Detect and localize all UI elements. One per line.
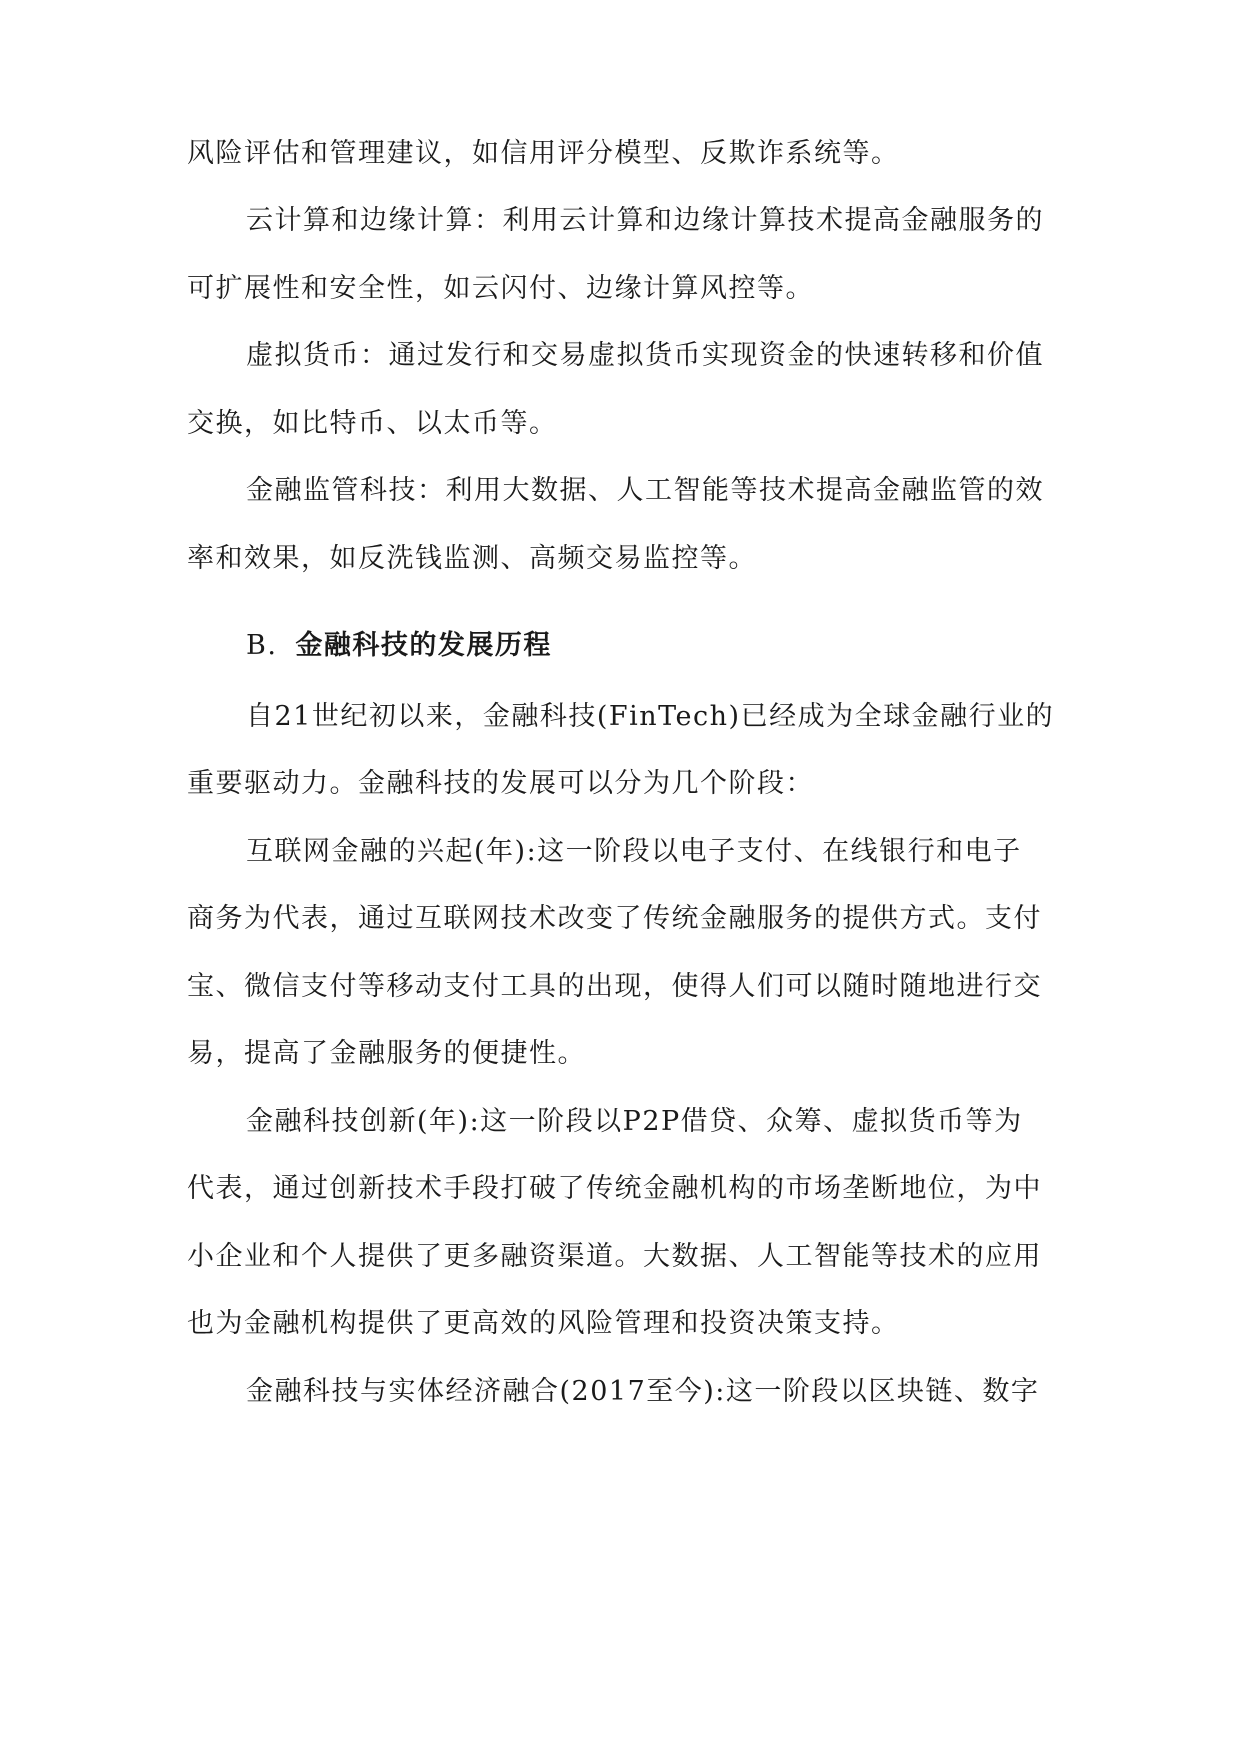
paragraph-line: 虚拟货币：通过发行和交易虚拟货币实现资金的快速转移和价值	[246, 340, 1044, 371]
section-heading	[0, 626, 1241, 666]
paragraph-line: 代表，通过创新技术手段打破了传统金融机构的市场垄断地位，为中	[187, 1173, 1042, 1204]
paragraph-line: 小企业和个人提供了更多融资渠道。大数据、人工智能等技术的应用	[187, 1241, 1042, 1272]
paragraph-line: 也为金融机构提供了更高效的风险管理和投资决策支持。	[187, 1308, 900, 1339]
paragraph-line: 云计算和边缘计算：利用云计算和边缘计算技术提高金融服务的	[246, 205, 1044, 236]
paragraph-line: 金融科技与实体经济融合(2017至今):这一阶段以区块链、数字	[246, 1376, 1040, 1407]
paragraph-line: 重要驱动力。金融科技的发展可以分为几个阶段：	[187, 768, 814, 799]
paragraph-line: 宝、微信支付等移动支付工具的出现，使得人们可以随时随地进行交	[187, 971, 1042, 1002]
section-title: 金融科技的发展历程	[295, 630, 552, 661]
paragraph-line: 交换，如比特币、以太币等。	[187, 408, 558, 439]
paragraph-line: 自21世纪初以来，金融科技(FinTech)已经成为全球金融行业的	[246, 701, 1055, 732]
paragraph-line: 金融监管科技：利用大数据、人工智能等技术提高金融监管的效	[246, 475, 1044, 506]
paragraph-line: 风险评估和管理建议，如信用评分模型、反欺诈系统等。	[187, 138, 900, 169]
paragraph-line: 率和效果，如反洗钱监测、高频交易监控等。	[187, 543, 757, 574]
paragraph-line: 易，提高了金融服务的便捷性。	[187, 1038, 586, 1069]
paragraph-line: 可扩展性和安全性，如云闪付、边缘计算风控等。	[187, 273, 814, 304]
paragraph-line: 商务为代表，通过互联网技术改变了传统金融服务的提供方式。支付	[187, 903, 1042, 934]
section-number: B.	[246, 630, 278, 661]
paragraph-line: 互联网金融的兴起(年):这一阶段以电子支付、在线银行和电子	[246, 836, 1022, 867]
paragraph-line: 金融科技创新(年):这一阶段以P2P借贷、众筹、虚拟货币等为	[246, 1106, 1023, 1137]
